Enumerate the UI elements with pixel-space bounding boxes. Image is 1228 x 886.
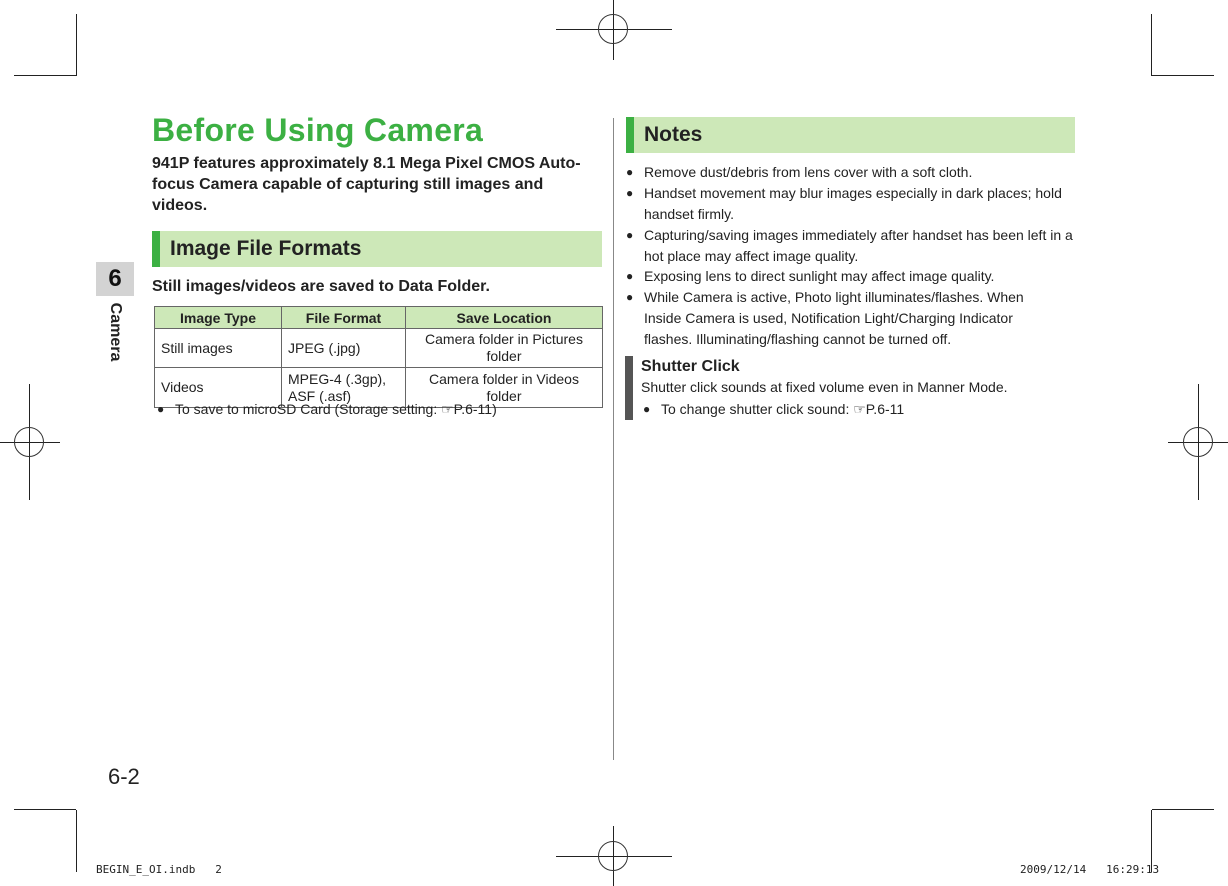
shutter-accent-bar (625, 356, 633, 420)
page-title: Before Using Camera (152, 112, 484, 148)
note-item: ● Capturing/saving images immediately after handset has been left in a hot place may affect image quality. (626, 225, 1074, 267)
file-formats-table (154, 306, 603, 408)
lead-text: Still images/videos are saved to Data Folder. (152, 278, 490, 295)
intro-text: 941P features approximately 8.1 Mega Pixel CMOS Auto-focus Camera capable of capturing still images and videos. (152, 155, 581, 214)
chapter-number: 6 (108, 265, 122, 292)
table-cell: Videos (155, 368, 282, 408)
section-heading-text: Image File Formats (170, 237, 362, 260)
table-header: File Format (282, 307, 406, 329)
chapter-label-text: Camera (107, 302, 124, 362)
section-accent (626, 117, 634, 153)
section-heading-formats (152, 231, 602, 267)
table-header: Image Type (155, 307, 282, 329)
chapter-number-tab (96, 262, 134, 296)
shutter-note: ● To change shutter click sound: ☞P.6-11 (643, 399, 1061, 420)
footer-file: BEGIN_E_OI.indb 2 (96, 863, 222, 876)
table-cell: Camera folder in Pictures folder (406, 329, 603, 368)
chapter-label (92, 300, 138, 364)
section-heading-text: Notes (644, 123, 703, 146)
note-item: ● While Camera is active, Photo light illuminates/flashes. When Inside Camera is used, Notification Light/Charging Indicator flashes. Illuminating/flashing cannot be turned off. (626, 287, 1064, 350)
note-item: ● Exposing lens to direct sunlight may affect image quality. (626, 266, 1084, 287)
table-cell: Still images (155, 329, 282, 368)
column-divider (613, 118, 614, 760)
note-item: ● Handset movement may blur images especially in dark places; hold handset firmly. (626, 183, 1064, 225)
shutter-text: Shutter click sounds at fixed volume even in Manner Mode. (641, 379, 1008, 395)
table-cell: MPEG-4 (.3gp), ASF (.asf) (282, 368, 406, 408)
section-accent (152, 231, 160, 267)
shutter-title: Shutter Click (641, 358, 740, 375)
table-row (155, 329, 603, 368)
table-cell: Camera folder in Videos folder (406, 368, 603, 408)
footer-timestamp: 2009/12/14 16:29:13 (1020, 863, 1160, 876)
table-header-row (155, 307, 603, 329)
storage-note: ● To save to microSD Card (Storage setting: ☞P.6-11) (157, 399, 615, 420)
table-cell: JPEG (.jpg) (282, 329, 406, 368)
note-item: ● Remove dust/debris from lens cover with a soft cloth. (626, 162, 1084, 183)
page-number: 6-2 (108, 764, 140, 789)
section-heading-notes (626, 117, 1075, 153)
table-header: Save Location (406, 307, 603, 329)
